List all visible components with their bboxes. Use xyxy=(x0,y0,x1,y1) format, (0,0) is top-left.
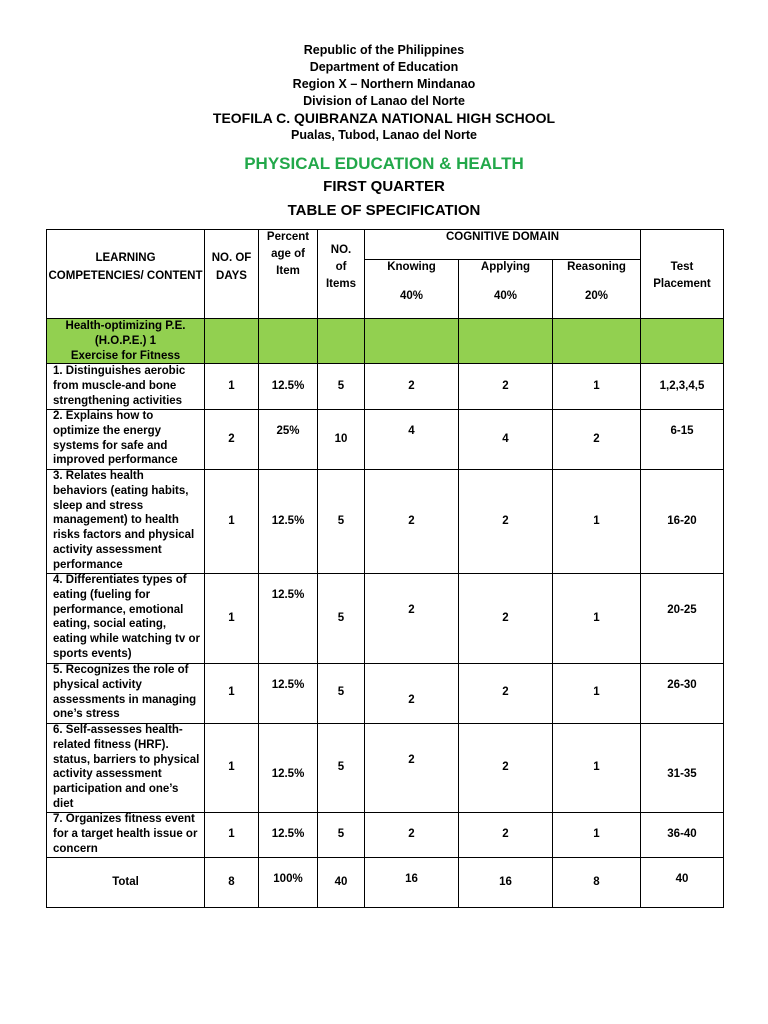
row-4-knowing: 2 xyxy=(408,604,415,616)
total-items: 40 xyxy=(334,876,348,888)
row-5-applying: 2 xyxy=(502,686,509,698)
row-4-percent: 12.5% xyxy=(271,589,305,601)
row-3-items: 5 xyxy=(337,515,345,527)
total-placement: 40 xyxy=(675,873,689,885)
row-2-knowing: 4 xyxy=(408,425,415,437)
row-1-items: 5 xyxy=(337,380,345,392)
row-5-percent: 12.5% xyxy=(271,679,305,691)
header-percent: Percent age of Item xyxy=(266,231,310,277)
row-6-knowing: 2 xyxy=(408,754,415,766)
header-test-placement: Test Placement xyxy=(653,261,711,290)
row-3-percent: 12.5% xyxy=(271,515,305,527)
row-1-reasoning: 1 xyxy=(593,380,600,392)
header-department: Department of Education xyxy=(309,60,459,74)
header-items: NO. of Items xyxy=(325,244,357,290)
row-2-percent: 25% xyxy=(276,425,300,437)
total-applying: 16 xyxy=(499,876,512,888)
row-6-reasoning: 1 xyxy=(593,761,600,773)
row-3-reasoning: 1 xyxy=(593,515,600,527)
header-quarter: FIRST QUARTER xyxy=(323,178,445,195)
row-4-reasoning: 1 xyxy=(593,612,600,624)
row-3-placement: 16-20 xyxy=(667,515,697,527)
header-region: Region X – Northern Mindanao xyxy=(292,77,476,91)
row-7-days: 1 xyxy=(228,828,235,840)
header-school: TEOFILA C. QUIBRANZA NATIONAL HIGH SCHOOL xyxy=(212,110,556,126)
row-1-percent: 12.5% xyxy=(271,380,305,392)
row-7-percent: 12.5% xyxy=(271,828,305,840)
header-applying: Applying 40% xyxy=(480,261,531,302)
total-days: 8 xyxy=(228,876,235,888)
header-cognitive-domain: COGNITIVE DOMAIN xyxy=(445,231,560,243)
row-3-days: 1 xyxy=(228,515,235,527)
row-4-competency: 4. Differentiates types of eating (fueling for performance, emotional eating, social eating, eating while watching tv or sports events) xyxy=(53,574,200,660)
header-days: NO. OF DAYS xyxy=(211,252,252,282)
row-1-applying: 2 xyxy=(502,380,509,392)
row-2-items: 10 xyxy=(334,433,348,445)
header-reasoning: Reasoning 20% xyxy=(567,261,626,302)
row-3-competency: 3. Relates health behaviors (eating habits, sleep and stress management) to health risks factors and physical activity assessment performance xyxy=(53,470,195,571)
row-4-items: 5 xyxy=(337,612,345,624)
row-3-knowing: 2 xyxy=(408,515,415,527)
row-6-items: 5 xyxy=(337,761,345,773)
section-title: Health-optimizing P.E. (H.O.P.E.) 1 Exercise for Fitness xyxy=(65,320,186,362)
header-division: Division of Lanao del Norte xyxy=(303,94,465,108)
row-7-applying: 2 xyxy=(502,828,509,840)
row-7-competency: 7. Organizes fitness event for a target health issue or concern xyxy=(53,813,198,855)
row-1-placement: 1,2,3,4,5 xyxy=(659,380,705,392)
row-2-competency: 2. Explains how to optimize the energy systems for safe and improved performance xyxy=(53,410,178,467)
row-2-placement: 6-15 xyxy=(670,425,694,437)
row-3-applying: 2 xyxy=(502,515,509,527)
row-1-days: 1 xyxy=(228,380,235,392)
total-percent: 100% xyxy=(273,873,303,885)
row-2-reasoning: 2 xyxy=(593,433,600,445)
header-competencies: LEARNING COMPETENCIES/ CONTENT xyxy=(48,252,203,282)
header-knowing: Knowing 40% xyxy=(387,261,436,302)
header-republic: Republic of the Philippines xyxy=(303,43,465,57)
row-6-applying: 2 xyxy=(502,761,509,773)
row-4-placement: 20-25 xyxy=(667,604,697,616)
row-2-days: 2 xyxy=(228,433,235,445)
header-address: Pualas, Tubod, Lanao del Norte xyxy=(291,128,477,142)
row-5-items: 5 xyxy=(337,686,345,698)
header-subject: PHYSICAL EDUCATION & HEALTH xyxy=(244,154,524,173)
total-knowing: 16 xyxy=(405,873,418,885)
row-7-knowing: 2 xyxy=(408,828,415,840)
row-6-percent: 12.5% xyxy=(271,768,305,780)
row-4-days: 1 xyxy=(228,612,235,624)
total-reasoning: 8 xyxy=(593,876,600,888)
row-1-competency: 1. Distinguishes aerobic from muscle-and bone strengthening activities xyxy=(53,365,186,407)
row-1-knowing: 2 xyxy=(408,380,415,392)
row-7-items: 5 xyxy=(337,828,345,840)
row-5-reasoning: 1 xyxy=(593,686,600,698)
total-label: Total xyxy=(112,876,139,888)
row-6-placement: 31-35 xyxy=(667,768,697,780)
header-title: TABLE OF SPECIFICATION xyxy=(287,202,481,219)
row-5-days: 1 xyxy=(228,686,235,698)
row-7-placement: 36-40 xyxy=(667,828,697,840)
row-5-knowing: 2 xyxy=(408,694,415,706)
row-5-competency: 5. Recognizes the role of physical activity assessments in managing one’s stress xyxy=(53,664,197,721)
row-6-competency: 6. Self-assesses health-related fitness (HRF). status, barriers to physical activity assessment participation and one’s diet xyxy=(53,724,200,810)
row-4-applying: 2 xyxy=(502,612,509,624)
row-7-reasoning: 1 xyxy=(593,828,600,840)
row-5-placement: 26-30 xyxy=(667,679,697,691)
row-2-applying: 4 xyxy=(502,433,509,445)
row-6-days: 1 xyxy=(228,761,235,773)
